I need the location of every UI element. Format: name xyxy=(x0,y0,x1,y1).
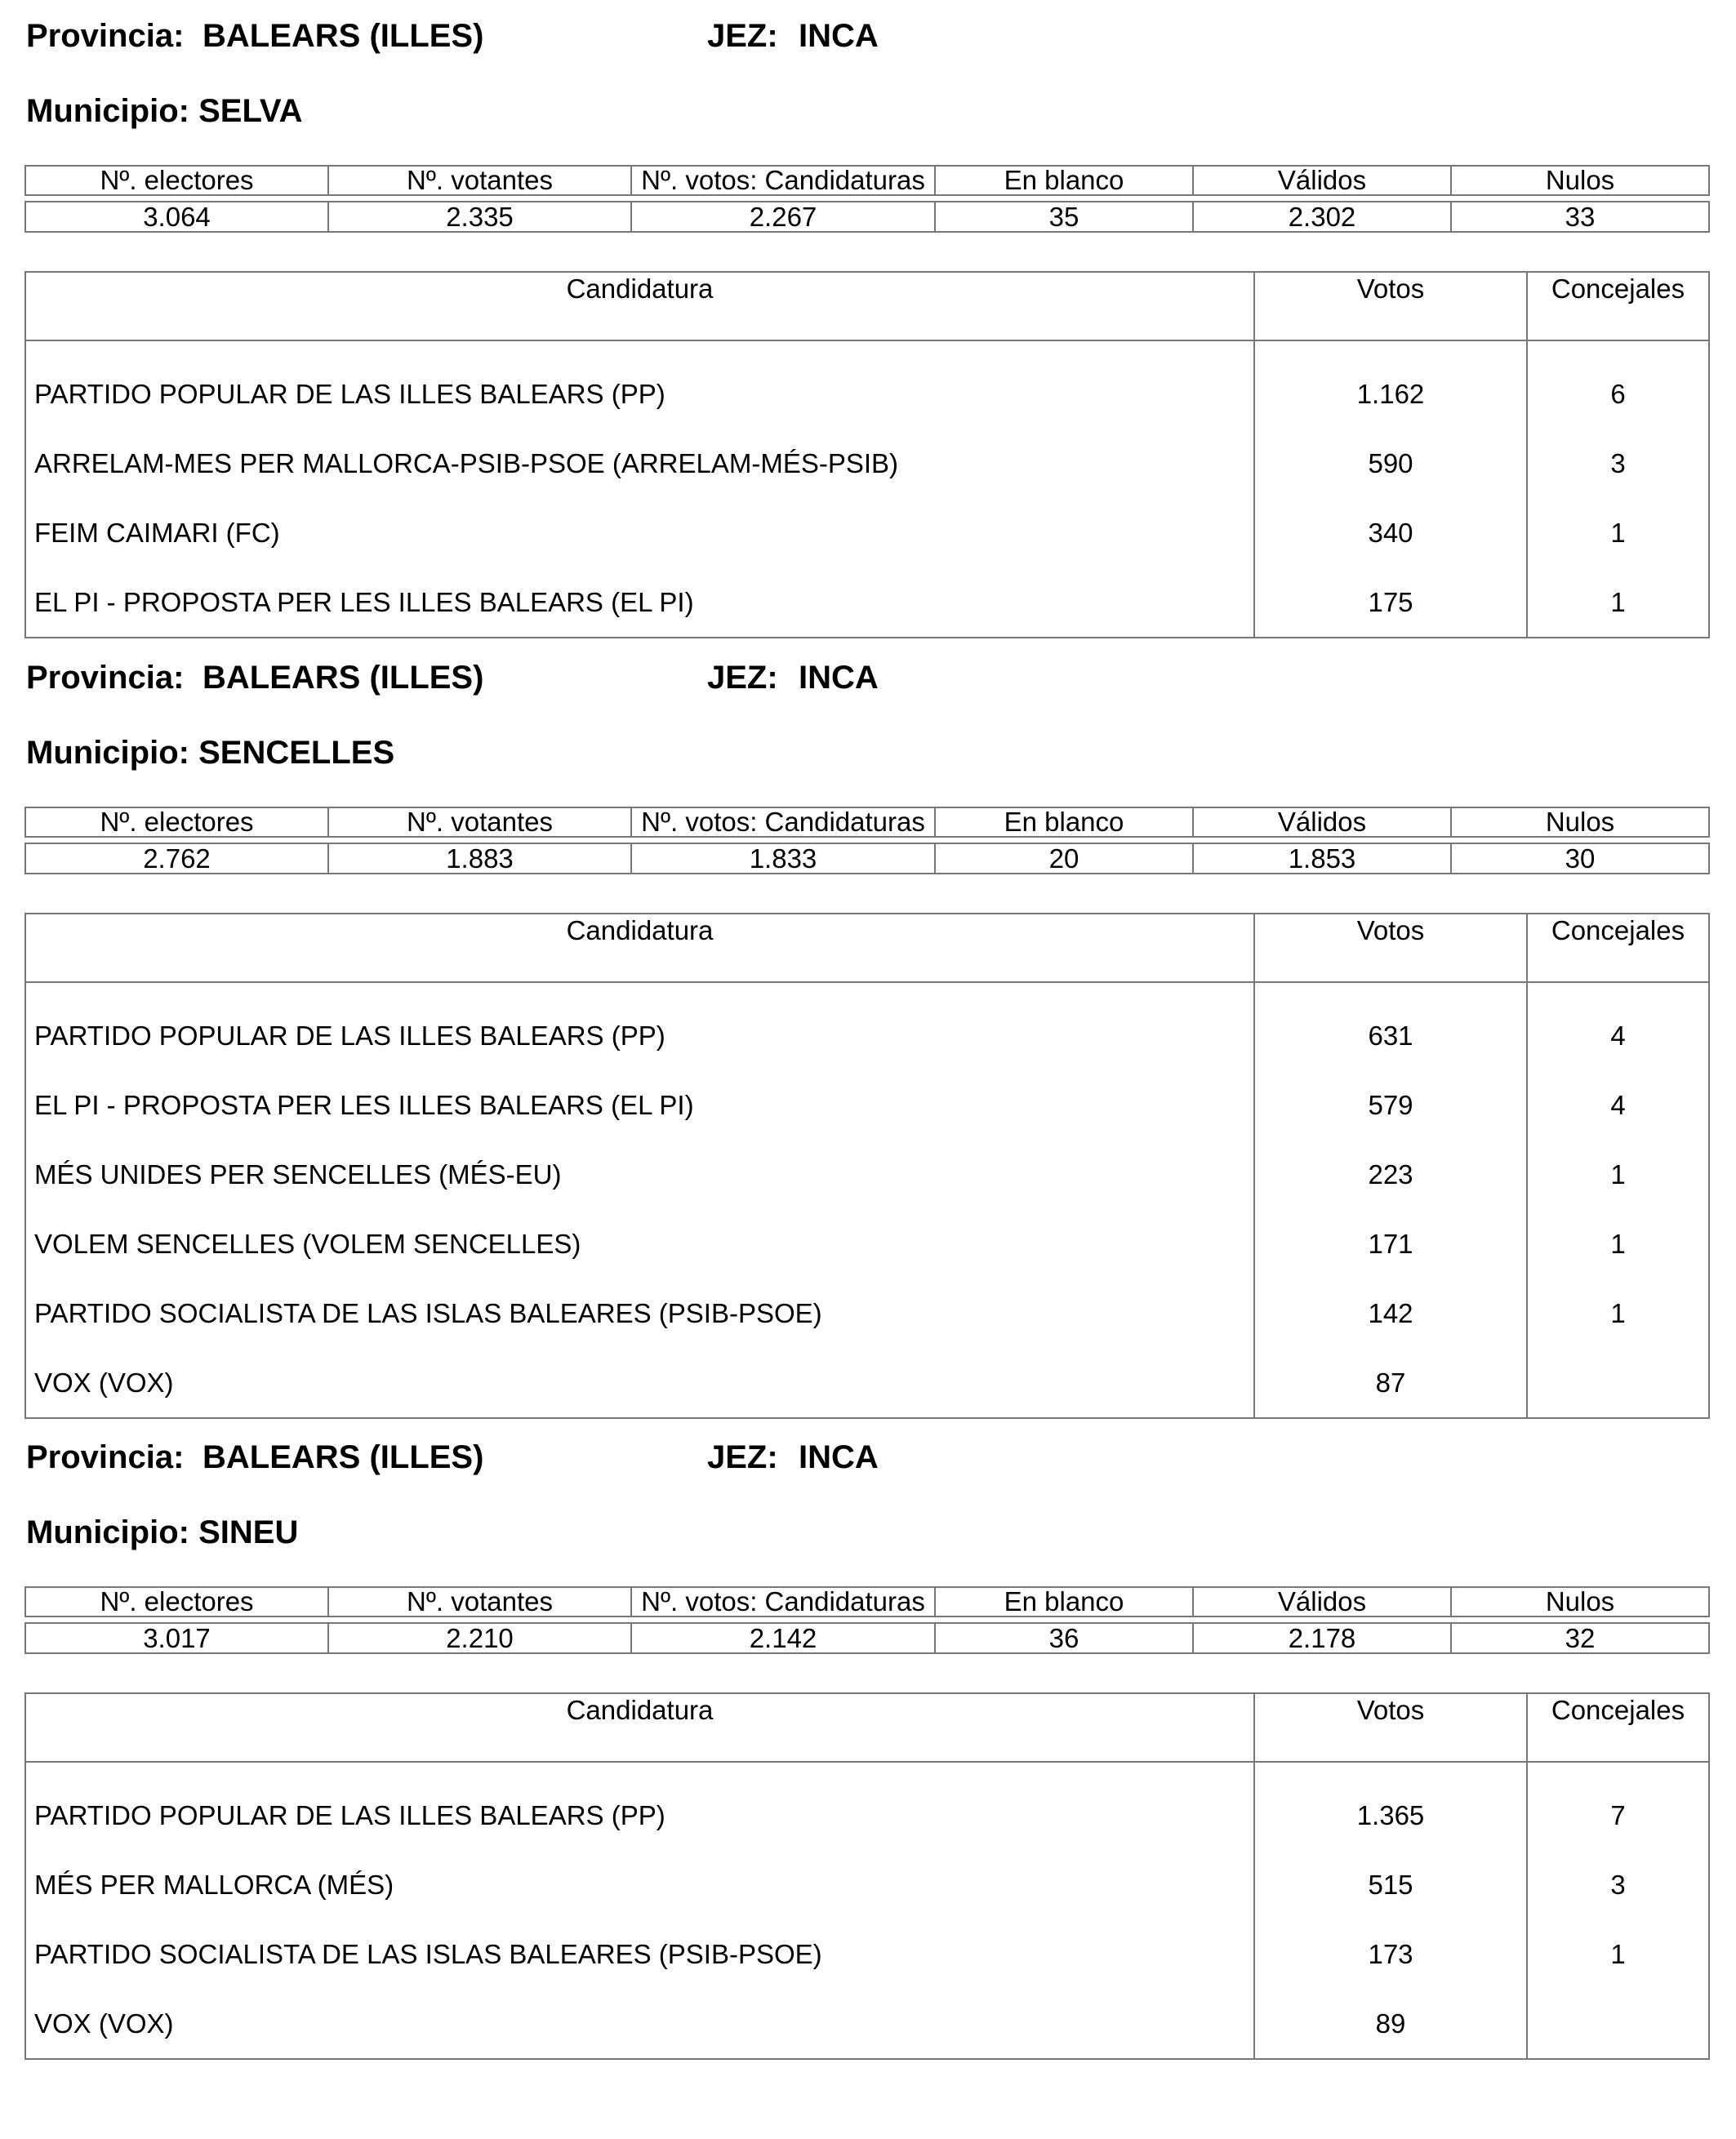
cand-concejales xyxy=(1527,1989,1709,2059)
stats-value-votantes: 1.883 xyxy=(328,843,631,874)
municipio-label: Municipio: xyxy=(26,93,189,129)
cand-votos: 1.365 xyxy=(1254,1762,1527,1850)
stats-value-en-blanco: 35 xyxy=(935,202,1193,232)
cand-name: VOX (VOX) xyxy=(25,1989,1254,2059)
cand-name: PARTIDO POPULAR DE LAS ILLES BALEARS (PP) xyxy=(25,982,1254,1070)
municipio-block-selva xyxy=(24,16,1708,620)
candidaturas-table xyxy=(24,913,1710,1419)
stats-header-en-blanco: En blanco xyxy=(935,1587,1193,1616)
municipio-block-sencelles xyxy=(24,658,1708,1401)
cand-concejales: 3 xyxy=(1527,429,1709,498)
cand-concejales: 3 xyxy=(1527,1850,1709,1919)
municipio-heading xyxy=(26,1513,298,1552)
stats-value-electores: 3.017 xyxy=(25,1623,328,1653)
municipio-value: SELVA xyxy=(198,93,303,129)
table-row xyxy=(25,340,1709,429)
stats-header-electores: Nº. electores xyxy=(25,166,328,195)
cand-header-votos: Votos xyxy=(1254,1693,1527,1762)
cand-name: ARRELAM-MES PER MALLORCA-PSIB-PSOE (ARRELAM-MÉS-PSIB) xyxy=(25,429,1254,498)
cand-name: MÉS PER MALLORCA (MÉS) xyxy=(25,1850,1254,1919)
cand-concejales: 7 xyxy=(1527,1762,1709,1850)
stats-header-validos: Válidos xyxy=(1193,1587,1451,1616)
cand-name: PARTIDO POPULAR DE LAS ILLES BALEARS (PP) xyxy=(25,340,1254,429)
stats-header-votos-candidaturas: Nº. votos: Candidaturas xyxy=(631,1587,935,1616)
stats-value-en-blanco: 20 xyxy=(935,843,1193,874)
cand-header-concejales: Concejales xyxy=(1527,272,1709,340)
stats-header-nulos: Nulos xyxy=(1451,807,1709,837)
cand-concejales: 1 xyxy=(1527,1140,1709,1209)
stats-value-en-blanco: 36 xyxy=(935,1623,1193,1653)
stats-value-nulos: 32 xyxy=(1451,1623,1709,1653)
cand-concejales: 1 xyxy=(1527,1919,1709,1989)
candidaturas-table xyxy=(24,1692,1710,2060)
table-row xyxy=(25,498,1709,567)
cand-votos: 142 xyxy=(1254,1279,1527,1348)
provincia-value: BALEARS (ILLES) xyxy=(203,1439,484,1475)
provincia-label: Provincia: xyxy=(26,660,185,696)
stats-header-votantes: Nº. votantes xyxy=(328,166,631,195)
cand-votos: 1.162 xyxy=(1254,340,1527,429)
stats-value-votantes: 2.335 xyxy=(328,202,631,232)
stats-value-validos: 2.178 xyxy=(1193,1623,1451,1653)
stats-table xyxy=(24,807,1710,838)
cand-votos: 515 xyxy=(1254,1850,1527,1919)
cand-header-concejales: Concejales xyxy=(1527,914,1709,982)
stats-values-table xyxy=(24,1622,1710,1654)
stats-table xyxy=(24,165,1710,196)
cand-concejales: 4 xyxy=(1527,1070,1709,1140)
jez-label: JEZ: xyxy=(707,18,778,54)
provincia-value: BALEARS (ILLES) xyxy=(203,660,484,696)
cand-concejales: 1 xyxy=(1527,1209,1709,1279)
cand-name: VOLEM SENCELLES (VOLEM SENCELLES) xyxy=(25,1209,1254,1279)
cand-concejales: 1 xyxy=(1527,567,1709,638)
cand-concejales xyxy=(1527,1348,1709,1418)
stats-value-electores: 3.064 xyxy=(25,202,328,232)
cand-name: VOX (VOX) xyxy=(25,1348,1254,1418)
stats-value-validos: 2.302 xyxy=(1193,202,1451,232)
stats-value-nulos: 30 xyxy=(1451,843,1709,874)
table-row xyxy=(25,982,1709,1070)
cand-name: EL PI - PROPOSTA PER LES ILLES BALEARS (EL PI) xyxy=(25,567,1254,638)
stats-table xyxy=(24,1586,1710,1617)
jez-label: JEZ: xyxy=(707,1439,778,1475)
stats-header-en-blanco: En blanco xyxy=(935,807,1193,837)
cand-votos: 223 xyxy=(1254,1140,1527,1209)
stats-header-electores: Nº. electores xyxy=(25,807,328,837)
cand-votos: 173 xyxy=(1254,1919,1527,1989)
table-row xyxy=(25,1279,1709,1348)
provincia-label: Provincia: xyxy=(26,1439,185,1475)
stats-header-votos-candidaturas: Nº. votos: Candidaturas xyxy=(631,166,935,195)
candidaturas-table xyxy=(24,271,1710,638)
cand-header-candidatura: Candidatura xyxy=(25,914,1254,982)
cand-name: PARTIDO SOCIALISTA DE LAS ISLAS BALEARES (PSIB-PSOE) xyxy=(25,1279,1254,1348)
jez-value: INCA xyxy=(799,1439,879,1475)
cand-votos: 590 xyxy=(1254,429,1527,498)
stats-header-nulos: Nulos xyxy=(1451,166,1709,195)
cand-concejales: 6 xyxy=(1527,340,1709,429)
cand-header-candidatura: Candidatura xyxy=(25,272,1254,340)
cand-concejales: 1 xyxy=(1527,498,1709,567)
municipio-label: Municipio: xyxy=(26,735,189,771)
cand-name: PARTIDO POPULAR DE LAS ILLES BALEARS (PP) xyxy=(25,1762,1254,1850)
cand-votos: 631 xyxy=(1254,982,1527,1070)
cand-votos: 175 xyxy=(1254,567,1527,638)
municipio-heading xyxy=(26,91,303,131)
municipio-heading xyxy=(26,733,394,772)
municipio-block-sineu xyxy=(24,1438,1708,2042)
jez-value: INCA xyxy=(799,18,879,54)
jez-label: JEZ: xyxy=(707,660,778,696)
stats-header-validos: Válidos xyxy=(1193,166,1451,195)
stats-value-votos-candidaturas: 2.142 xyxy=(631,1623,935,1653)
provincia-label: Provincia: xyxy=(26,18,185,54)
cand-header-concejales: Concejales xyxy=(1527,1693,1709,1762)
cand-votos: 87 xyxy=(1254,1348,1527,1418)
table-row xyxy=(25,567,1709,638)
table-row xyxy=(25,1348,1709,1418)
stats-value-votos-candidaturas: 2.267 xyxy=(631,202,935,232)
stats-value-votos-candidaturas: 1.833 xyxy=(631,843,935,874)
cand-name: PARTIDO SOCIALISTA DE LAS ISLAS BALEARES (PSIB-PSOE) xyxy=(25,1919,1254,1989)
cand-concejales: 4 xyxy=(1527,982,1709,1070)
table-row xyxy=(25,1209,1709,1279)
stats-values-table xyxy=(24,201,1710,233)
cand-votos: 171 xyxy=(1254,1209,1527,1279)
cand-header-votos: Votos xyxy=(1254,272,1527,340)
municipio-label: Municipio: xyxy=(26,1514,189,1550)
cand-votos: 89 xyxy=(1254,1989,1527,2059)
table-row xyxy=(25,1140,1709,1209)
cand-votos: 340 xyxy=(1254,498,1527,567)
stats-header-votantes: Nº. votantes xyxy=(328,807,631,837)
provincia-value: BALEARS (ILLES) xyxy=(203,18,484,54)
municipio-value: SENCELLES xyxy=(198,735,395,771)
table-row xyxy=(25,429,1709,498)
cand-name: MÉS UNIDES PER SENCELLES (MÉS-EU) xyxy=(25,1140,1254,1209)
stats-header-electores: Nº. electores xyxy=(25,1587,328,1616)
cand-header-votos: Votos xyxy=(1254,914,1527,982)
municipio-value: SINEU xyxy=(198,1514,299,1550)
cand-concejales: 1 xyxy=(1527,1279,1709,1348)
stats-values-table xyxy=(24,843,1710,874)
cand-name: EL PI - PROPOSTA PER LES ILLES BALEARS (EL PI) xyxy=(25,1070,1254,1140)
stats-header-validos: Válidos xyxy=(1193,807,1451,837)
stats-value-nulos: 33 xyxy=(1451,202,1709,232)
jez-value: INCA xyxy=(799,660,879,696)
stats-header-votos-candidaturas: Nº. votos: Candidaturas xyxy=(631,807,935,837)
cand-name: FEIM CAIMARI (FC) xyxy=(25,498,1254,567)
stats-value-electores: 2.762 xyxy=(25,843,328,874)
table-row xyxy=(25,1850,1709,1919)
stats-value-votantes: 2.210 xyxy=(328,1623,631,1653)
stats-header-nulos: Nulos xyxy=(1451,1587,1709,1616)
stats-header-en-blanco: En blanco xyxy=(935,166,1193,195)
table-row xyxy=(25,1762,1709,1850)
table-row xyxy=(25,1070,1709,1140)
stats-header-votantes: Nº. votantes xyxy=(328,1587,631,1616)
stats-value-validos: 1.853 xyxy=(1193,843,1451,874)
table-row xyxy=(25,1989,1709,2059)
table-row xyxy=(25,1919,1709,1989)
cand-votos: 579 xyxy=(1254,1070,1527,1140)
cand-header-candidatura: Candidatura xyxy=(25,1693,1254,1762)
